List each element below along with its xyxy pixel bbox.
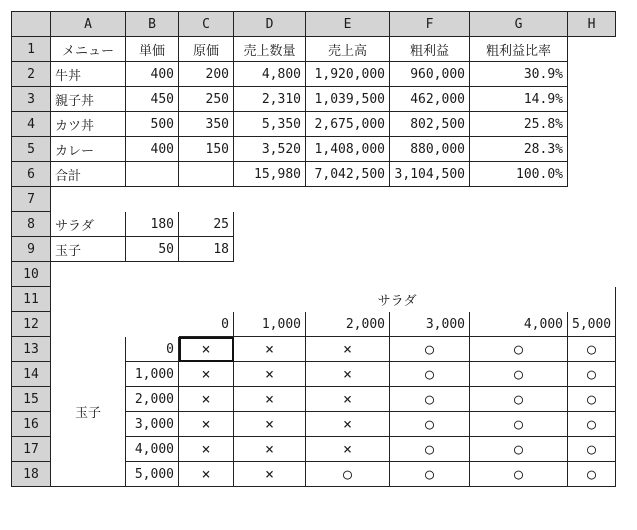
matrix-result-cell[interactable]: ○ (390, 437, 470, 462)
matrix-result-cell[interactable]: ○ (470, 337, 568, 362)
empty-cell[interactable] (234, 212, 306, 237)
total-label[interactable]: 合計 (51, 162, 126, 187)
data-cell[interactable]: 14.9% (470, 87, 568, 112)
matrix-result-cell[interactable]: × (306, 387, 390, 412)
row-header-7[interactable]: 7 (12, 187, 51, 212)
empty-cell[interactable] (568, 187, 616, 212)
total-cell[interactable] (126, 162, 179, 187)
row-header-18[interactable]: 18 (12, 462, 51, 487)
sheet-row (12, 87, 616, 112)
empty-cell[interactable] (306, 212, 390, 237)
empty-cell[interactable] (234, 237, 306, 262)
row-header-15[interactable]: 15 (12, 387, 51, 412)
header-cell[interactable]: 粗利益比率 (470, 37, 568, 62)
sheet-row (12, 187, 616, 212)
matrix-result-cell[interactable]: × (179, 362, 234, 387)
column-header-F[interactable]: F (390, 12, 470, 37)
column-header-G[interactable]: G (470, 12, 568, 37)
matrix-column-value[interactable]: 2,000 (306, 312, 390, 337)
total-cell[interactable]: 3,104,500 (390, 162, 470, 187)
matrix-result-cell[interactable]: ○ (568, 462, 616, 487)
data-cell[interactable]: カレー (51, 137, 126, 162)
empty-cell[interactable] (390, 237, 470, 262)
matrix-result-cell[interactable]: × (234, 437, 306, 462)
row-header-8[interactable]: 8 (12, 212, 51, 237)
data-cell[interactable]: 玉子 (51, 237, 126, 262)
data-cell[interactable]: 150 (179, 137, 234, 162)
sheet-row (12, 37, 616, 62)
empty-cell[interactable] (568, 162, 616, 187)
row-header-2[interactable]: 2 (12, 62, 51, 87)
matrix-result-cell[interactable]: ○ (568, 337, 616, 362)
header-cell[interactable]: メニュー (51, 37, 126, 62)
empty-cell[interactable] (179, 262, 234, 287)
empty-cell[interactable] (306, 262, 390, 287)
data-cell[interactable]: 802,500 (390, 112, 470, 137)
row-header-14[interactable]: 14 (12, 362, 51, 387)
empty-cell[interactable] (390, 262, 470, 287)
column-header-H[interactable]: H (568, 12, 616, 37)
data-cell[interactable]: 1,408,000 (306, 137, 390, 162)
matrix-row-value[interactable]: 5,000 (126, 462, 179, 487)
row-header-16[interactable]: 16 (12, 412, 51, 437)
matrix-result-cell[interactable]: ○ (568, 387, 616, 412)
matrix-result-cell[interactable]: ○ (470, 387, 568, 412)
header-cell[interactable]: 単価 (126, 37, 179, 62)
matrix-result-cell[interactable]: ○ (470, 462, 568, 487)
row-header-3[interactable]: 3 (12, 87, 51, 112)
empty-cell[interactable] (306, 187, 390, 212)
matrix-row-value[interactable]: 4,000 (126, 437, 179, 462)
matrix-result-cell[interactable]: × (306, 412, 390, 437)
matrix-row-value[interactable]: 2,000 (126, 387, 179, 412)
row-header-10[interactable]: 10 (12, 262, 51, 287)
total-cell[interactable]: 15,980 (234, 162, 306, 187)
column-header-D[interactable]: D (234, 12, 306, 37)
sheet-row (12, 137, 616, 162)
data-cell[interactable]: 2,675,000 (306, 112, 390, 137)
matrix-result-cell[interactable]: ○ (470, 362, 568, 387)
total-cell[interactable]: 100.0% (470, 162, 568, 187)
empty-cell[interactable] (51, 287, 126, 312)
row-header-11[interactable]: 11 (12, 287, 51, 312)
empty-cell[interactable] (470, 237, 568, 262)
column-header-E[interactable]: E (306, 12, 390, 37)
matrix-column-value[interactable]: 0 (179, 312, 234, 337)
matrix-result-cell[interactable]: ○ (306, 462, 390, 487)
data-cell[interactable]: 500 (126, 112, 179, 137)
data-cell[interactable]: サラダ (51, 212, 126, 237)
header-cell[interactable]: 売上高 (306, 37, 390, 62)
matrix-result-cell[interactable]: ○ (390, 387, 470, 412)
matrix-result-cell[interactable]: ○ (390, 462, 470, 487)
data-cell[interactable]: 5,350 (234, 112, 306, 137)
empty-cell[interactable] (470, 212, 568, 237)
empty-cell[interactable] (126, 312, 179, 337)
data-cell[interactable]: 1,039,500 (306, 87, 390, 112)
header-cell[interactable]: 売上数量 (234, 37, 306, 62)
matrix-row-value[interactable]: 0 (126, 337, 179, 362)
empty-cell[interactable] (179, 187, 234, 212)
data-cell[interactable]: 462,000 (390, 87, 470, 112)
empty-cell[interactable] (568, 62, 616, 87)
empty-cell[interactable] (568, 212, 616, 237)
empty-cell[interactable] (390, 187, 470, 212)
data-cell[interactable]: 200 (179, 62, 234, 87)
matrix-result-cell[interactable]: × (179, 462, 234, 487)
empty-cell[interactable] (568, 137, 616, 162)
data-cell[interactable]: 880,000 (390, 137, 470, 162)
matrix-result-cell[interactable]: × (306, 437, 390, 462)
matrix-result-cell[interactable]: × (234, 412, 306, 437)
empty-cell[interactable] (306, 237, 390, 262)
matrix-result-cell[interactable]: × (234, 462, 306, 487)
matrix-result-cell[interactable]: × (306, 337, 390, 362)
empty-cell[interactable] (568, 262, 616, 287)
empty-cell[interactable] (234, 187, 306, 212)
empty-cell[interactable] (126, 287, 179, 312)
column-header-C[interactable]: C (179, 12, 234, 37)
matrix-row-value[interactable]: 3,000 (126, 412, 179, 437)
sheet-row (12, 162, 616, 187)
data-cell[interactable]: 960,000 (390, 62, 470, 87)
data-cell[interactable]: 4,800 (234, 62, 306, 87)
data-cell[interactable]: 50 (126, 237, 179, 262)
matrix-result-cell[interactable]: × (234, 387, 306, 412)
empty-cell[interactable] (234, 262, 306, 287)
data-cell[interactable]: 牛丼 (51, 62, 126, 87)
total-cell[interactable]: 7,042,500 (306, 162, 390, 187)
matrix-result-cell[interactable]: ○ (568, 437, 616, 462)
sheet-row (12, 287, 616, 312)
matrix-result-cell[interactable]: ○ (470, 412, 568, 437)
corner-select-all[interactable] (12, 12, 51, 37)
matrix-result-cell[interactable]: ○ (568, 362, 616, 387)
data-cell[interactable]: 400 (126, 137, 179, 162)
total-cell[interactable] (179, 162, 234, 187)
data-cell[interactable]: 180 (126, 212, 179, 237)
matrix-result-cell[interactable]: ○ (390, 337, 470, 362)
data-cell[interactable]: 1,920,000 (306, 62, 390, 87)
empty-cell[interactable] (126, 262, 179, 287)
matrix-row-value[interactable]: 1,000 (126, 362, 179, 387)
row-header-6[interactable]: 6 (12, 162, 51, 187)
matrix-result-cell[interactable]: ○ (390, 362, 470, 387)
data-cell[interactable]: カツ丼 (51, 112, 126, 137)
data-cell[interactable]: 400 (126, 62, 179, 87)
header-cell[interactable]: 粗利益 (390, 37, 470, 62)
empty-cell[interactable] (51, 187, 126, 212)
data-cell[interactable]: 25.8% (470, 112, 568, 137)
data-cell[interactable]: 30.9% (470, 62, 568, 87)
matrix-column-value[interactable]: 5,000 (568, 312, 616, 337)
sheet-row (12, 112, 616, 137)
matrix-result-cell[interactable]: × (234, 337, 306, 362)
data-cell[interactable]: 2,310 (234, 87, 306, 112)
row-header-4[interactable]: 4 (12, 112, 51, 137)
empty-cell[interactable] (390, 212, 470, 237)
data-cell[interactable]: 3,520 (234, 137, 306, 162)
empty-cell[interactable] (568, 37, 616, 62)
data-cell[interactable]: 25 (179, 212, 234, 237)
matrix-result-cell[interactable]: × (179, 412, 234, 437)
row-header-12[interactable]: 12 (12, 312, 51, 337)
empty-cell[interactable] (51, 262, 126, 287)
matrix-result-cell[interactable]: ○ (470, 437, 568, 462)
sheet-row (12, 62, 616, 87)
matrix-row-title[interactable]: 玉子 (51, 337, 126, 487)
sheet-row (12, 262, 616, 287)
matrix-result-cell[interactable]: × (179, 437, 234, 462)
active-cell[interactable]: × (179, 337, 234, 362)
matrix-column-value[interactable]: 4,000 (470, 312, 568, 337)
row-header-13[interactable]: 13 (12, 337, 51, 362)
spreadsheet-grid (11, 11, 616, 487)
matrix-result-cell[interactable]: ○ (568, 412, 616, 437)
data-cell[interactable]: 350 (179, 112, 234, 137)
column-header-B[interactable]: B (126, 12, 179, 37)
matrix-column-value[interactable]: 3,000 (390, 312, 470, 337)
row-header-5[interactable]: 5 (12, 137, 51, 162)
header-cell[interactable]: 原価 (179, 37, 234, 62)
sheet-row (12, 212, 616, 237)
matrix-result-cell[interactable]: ○ (390, 412, 470, 437)
matrix-result-cell[interactable]: × (234, 362, 306, 387)
data-cell[interactable]: 250 (179, 87, 234, 112)
row-header-17[interactable]: 17 (12, 437, 51, 462)
data-cell[interactable]: 28.3% (470, 137, 568, 162)
empty-cell[interactable] (51, 312, 126, 337)
row-header-1[interactable]: 1 (12, 37, 51, 62)
matrix-result-cell[interactable]: × (306, 362, 390, 387)
column-header-A[interactable]: A (51, 12, 126, 37)
empty-cell[interactable] (568, 112, 616, 137)
data-cell[interactable]: 親子丼 (51, 87, 126, 112)
sheet-row (12, 312, 616, 337)
empty-cell[interactable] (568, 237, 616, 262)
row-header-9[interactable]: 9 (12, 237, 51, 262)
data-cell[interactable]: 450 (126, 87, 179, 112)
empty-cell[interactable] (126, 187, 179, 212)
empty-cell[interactable] (568, 87, 616, 112)
column-header-row (12, 12, 616, 37)
sheet-row (12, 337, 616, 362)
data-cell[interactable]: 18 (179, 237, 234, 262)
sheet-row (12, 237, 616, 262)
empty-cell[interactable] (470, 187, 568, 212)
matrix-column-value[interactable]: 1,000 (234, 312, 306, 337)
empty-cell[interactable] (470, 262, 568, 287)
matrix-result-cell[interactable]: × (179, 387, 234, 412)
matrix-column-title[interactable]: サラダ (179, 287, 616, 312)
